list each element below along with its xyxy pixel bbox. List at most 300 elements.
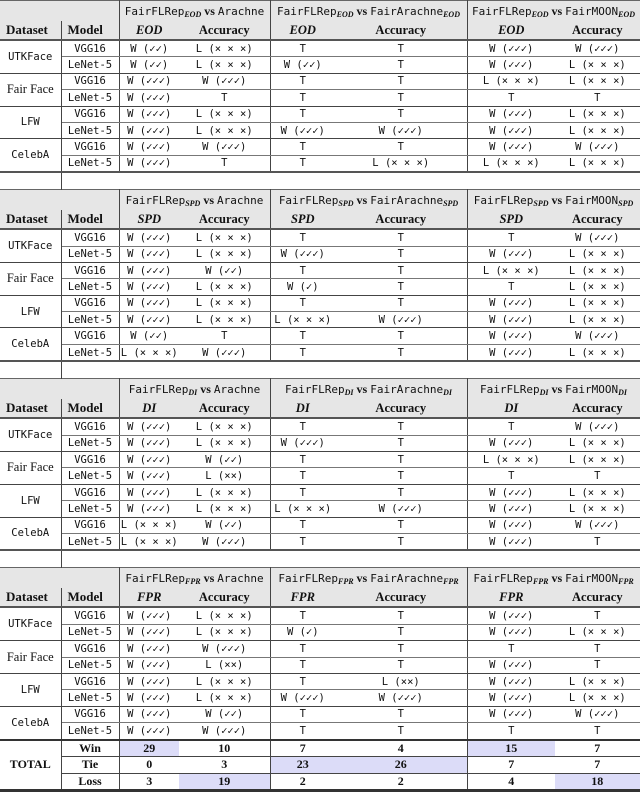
- accuracy-result-cell: T: [335, 607, 467, 624]
- vs-label: vs: [551, 381, 563, 396]
- baseline-name: FairMOON: [565, 571, 619, 585]
- model-cell: LeNet-5: [61, 624, 119, 640]
- accuracy-result-cell: W (✓✓✓): [555, 229, 640, 246]
- fairness-result-cell: T: [270, 723, 335, 740]
- block-header-columns: [0, 210, 640, 229]
- column-header-metric: DI: [467, 399, 555, 418]
- spacer-cell: [61, 172, 640, 190]
- method-metric-subscript: FPR: [337, 576, 354, 586]
- block-header-groups: [0, 568, 640, 589]
- accuracy-result-cell: L (× × ×): [555, 106, 640, 122]
- table-row: [0, 262, 640, 278]
- fairness-result-cell: W (✓✓✓): [467, 484, 555, 500]
- accuracy-result-cell: T: [335, 73, 467, 89]
- total-count-cell: 29: [119, 740, 179, 757]
- model-cell: LeNet-5: [61, 90, 119, 106]
- fairness-result-cell: W (✓✓✓): [467, 40, 555, 57]
- fairness-result-cell: L (× × ×): [270, 312, 335, 328]
- fairness-result-cell: W (✓✓✓): [467, 501, 555, 517]
- fairness-result-cell: T: [467, 723, 555, 740]
- fairness-result-cell: T: [270, 139, 335, 155]
- accuracy-result-cell: L (× × ×): [179, 295, 270, 311]
- dataset-cell: CelebA: [0, 328, 61, 361]
- accuracy-result-cell: L (× × ×): [179, 106, 270, 122]
- accuracy-result-cell: L (× × ×): [555, 452, 640, 468]
- accuracy-result-cell: W (✓✓✓): [555, 328, 640, 344]
- fairness-result-cell: W (✓✓✓): [119, 279, 179, 295]
- column-header-dataset: Dataset: [0, 588, 61, 607]
- accuracy-result-cell: T: [179, 90, 270, 106]
- accuracy-result-cell: L (× × ×): [179, 122, 270, 138]
- accuracy-result-cell: T: [335, 418, 467, 435]
- fairness-result-cell: T: [270, 673, 335, 689]
- comparison-title: [467, 568, 640, 589]
- model-cell: VGG16: [61, 641, 119, 657]
- table-row: [0, 533, 640, 550]
- dataset-cell: LFW: [0, 106, 61, 139]
- total-count-cell: 18: [555, 773, 640, 791]
- fairness-result-cell: W (✓✓✓): [119, 501, 179, 517]
- block-spacer: [0, 361, 640, 379]
- accuracy-result-cell: W (✓✓✓): [335, 312, 467, 328]
- fairness-result-cell: L (× × ×): [467, 452, 555, 468]
- baseline-name: FairMOON: [565, 382, 619, 396]
- accuracy-result-cell: L (× × ×): [179, 624, 270, 640]
- table-row: [0, 139, 640, 155]
- accuracy-result-cell: T: [335, 468, 467, 484]
- accuracy-result-cell: T: [335, 246, 467, 262]
- method-metric-subscript: DI: [344, 387, 354, 397]
- fairness-result-cell: L (× × ×): [119, 517, 179, 533]
- table-row: [0, 624, 640, 640]
- vs-label: vs: [551, 570, 563, 585]
- accuracy-result-cell: W (✓✓): [179, 517, 270, 533]
- accuracy-result-cell: W (✓✓): [179, 706, 270, 722]
- fairness-result-cell: T: [270, 73, 335, 89]
- column-header-accuracy: Accuracy: [555, 588, 640, 607]
- fairness-result-cell: T: [270, 607, 335, 624]
- method-name: FairFLRep: [472, 4, 532, 18]
- accuracy-result-cell: T: [555, 90, 640, 106]
- block-header-groups: [0, 1, 640, 22]
- model-cell: VGG16: [61, 295, 119, 311]
- fairness-result-cell: W (✓✓✓): [467, 706, 555, 722]
- dataset-cell: LFW: [0, 484, 61, 517]
- table-row: [0, 706, 640, 722]
- accuracy-result-cell: T: [335, 435, 467, 451]
- accuracy-result-cell: T: [335, 641, 467, 657]
- vs-label: vs: [356, 570, 368, 585]
- model-cell: LeNet-5: [61, 501, 119, 517]
- fairness-result-cell: W (✓✓✓): [467, 607, 555, 624]
- fairness-result-cell: T: [270, 533, 335, 550]
- fairness-result-cell: W (✓✓✓): [119, 262, 179, 278]
- model-cell: VGG16: [61, 418, 119, 435]
- fairness-result-cell: W (✓✓✓): [119, 673, 179, 689]
- column-header-metric: FPR: [119, 588, 179, 607]
- accuracy-result-cell: T: [335, 57, 467, 73]
- method-name: FairFLRep: [473, 193, 534, 207]
- total-row: [0, 757, 640, 774]
- column-header-dataset: Dataset: [0, 210, 61, 229]
- method-name: FairFLRep: [277, 4, 337, 18]
- block-header-columns: [0, 588, 640, 607]
- table-row: [0, 690, 640, 706]
- total-count-cell: 3: [119, 773, 179, 791]
- fairness-result-cell: T: [467, 90, 555, 106]
- model-cell: LeNet-5: [61, 122, 119, 138]
- column-header-metric: DI: [270, 399, 335, 418]
- column-header-accuracy: Accuracy: [555, 399, 640, 418]
- method-metric-subscript: FPR: [532, 576, 549, 586]
- vs-label: vs: [356, 381, 368, 396]
- table-row: [0, 641, 640, 657]
- fairness-result-cell: L (× × ×): [467, 262, 555, 278]
- spacer-cell: [0, 550, 61, 568]
- fairness-result-cell: W (✓✓✓): [119, 312, 179, 328]
- fairness-result-cell: W (✓✓✓): [119, 418, 179, 435]
- table-row: [0, 73, 640, 89]
- total-kind-label: Win: [61, 740, 119, 757]
- table-row: [0, 90, 640, 106]
- accuracy-result-cell: L (× × ×): [555, 624, 640, 640]
- method-metric-subscript: SPD: [338, 198, 354, 208]
- dataset-cell: UTKFace: [0, 229, 61, 262]
- column-header-model: Model: [61, 588, 119, 607]
- header-blank: [0, 568, 119, 589]
- fairness-result-cell: W (✓✓✓): [467, 517, 555, 533]
- accuracy-result-cell: T: [555, 607, 640, 624]
- fairness-result-cell: W (✓✓): [119, 57, 179, 73]
- total-kind-label: Loss: [61, 773, 119, 791]
- method-metric-subscript: DI: [188, 387, 198, 397]
- accuracy-result-cell: T: [335, 295, 467, 311]
- model-cell: VGG16: [61, 73, 119, 89]
- vs-label: vs: [204, 3, 215, 18]
- fairness-result-cell: W (✓✓✓): [467, 673, 555, 689]
- baseline-metric-subscript: SPD: [618, 198, 634, 208]
- table-row: [0, 657, 640, 673]
- accuracy-result-cell: L (××): [335, 673, 467, 689]
- total-count-cell: 26: [335, 757, 467, 774]
- model-cell: LeNet-5: [61, 246, 119, 262]
- fairness-result-cell: W (✓✓✓): [467, 312, 555, 328]
- accuracy-result-cell: W (✓✓✓): [179, 641, 270, 657]
- method-name: FairFLRep: [278, 193, 339, 207]
- table-row: [0, 229, 640, 246]
- table-row: [0, 122, 640, 138]
- fairness-result-cell: L (× × ×): [270, 501, 335, 517]
- fairness-result-cell: W (✓✓✓): [119, 706, 179, 722]
- accuracy-result-cell: L (× × ×): [179, 40, 270, 57]
- fairness-result-cell: W (✓✓✓): [467, 106, 555, 122]
- fairness-result-cell: W (✓✓✓): [119, 484, 179, 500]
- column-header-accuracy: Accuracy: [335, 21, 467, 40]
- accuracy-result-cell: T: [335, 229, 467, 246]
- baseline-metric-subscript: FPR: [618, 576, 634, 586]
- fairness-result-cell: W (✓✓✓): [467, 57, 555, 73]
- column-header-metric: EOD: [119, 21, 179, 40]
- column-header-accuracy: Accuracy: [335, 210, 467, 229]
- column-header-metric: EOD: [467, 21, 555, 40]
- table-row: [0, 328, 640, 344]
- accuracy-result-cell: L (××): [179, 468, 270, 484]
- model-cell: LeNet-5: [61, 468, 119, 484]
- total-kind-label: Tie: [61, 757, 119, 774]
- dataset-cell: UTKFace: [0, 40, 61, 73]
- fairness-result-cell: T: [270, 657, 335, 673]
- spacer-cell: [61, 550, 640, 568]
- total-count-cell: 19: [179, 773, 270, 791]
- accuracy-result-cell: L (× × ×): [555, 435, 640, 451]
- accuracy-result-cell: L (× × ×): [555, 344, 640, 361]
- block-header-groups: [0, 190, 640, 211]
- baseline-metric-subscript: FPR: [443, 576, 459, 586]
- baseline-metric-subscript: DI: [443, 387, 452, 397]
- accuracy-result-cell: W (✓✓): [179, 452, 270, 468]
- fairness-result-cell: T: [270, 344, 335, 361]
- block-header-groups: [0, 379, 640, 400]
- dataset-cell: Fair Face: [0, 73, 61, 106]
- accuracy-result-cell: L (× × ×): [555, 501, 640, 517]
- accuracy-result-cell: L (× × ×): [555, 246, 640, 262]
- accuracy-result-cell: L (× × ×): [179, 690, 270, 706]
- model-cell: LeNet-5: [61, 344, 119, 361]
- method-name: FairFLRep: [125, 193, 186, 207]
- method-name: FairFLRep: [124, 4, 185, 18]
- accuracy-result-cell: T: [179, 328, 270, 344]
- table-row: [0, 344, 640, 361]
- baseline-metric-subscript: EOD: [443, 9, 460, 19]
- baseline-name: Arachne: [217, 571, 264, 585]
- block-spacer: [0, 550, 640, 568]
- accuracy-result-cell: W (✓✓✓): [179, 73, 270, 89]
- accuracy-result-cell: W (✓✓✓): [555, 418, 640, 435]
- column-header-model: Model: [61, 399, 119, 418]
- column-header-metric: FPR: [467, 588, 555, 607]
- accuracy-result-cell: L (× × ×): [555, 57, 640, 73]
- table-row: [0, 673, 640, 689]
- accuracy-result-cell: T: [555, 657, 640, 673]
- fairness-result-cell: W (✓✓✓): [270, 122, 335, 138]
- accuracy-result-cell: T: [335, 452, 467, 468]
- comparison-title: [119, 1, 270, 22]
- model-cell: VGG16: [61, 484, 119, 500]
- dataset-cell: UTKFace: [0, 418, 61, 451]
- model-cell: VGG16: [61, 262, 119, 278]
- fairness-result-cell: W (✓✓✓): [119, 155, 179, 172]
- model-cell: VGG16: [61, 106, 119, 122]
- fairness-result-cell: W (✓): [270, 624, 335, 640]
- fairness-result-cell: W (✓✓✓): [119, 641, 179, 657]
- accuracy-result-cell: W (✓✓✓): [555, 40, 640, 57]
- model-cell: VGG16: [61, 328, 119, 344]
- fairness-result-cell: T: [467, 279, 555, 295]
- vs-label: vs: [356, 192, 368, 207]
- table-row: [0, 517, 640, 533]
- method-name: FairFLRep: [285, 382, 345, 396]
- method-name: FairFLRep: [473, 571, 533, 585]
- fairness-result-cell: W (✓✓✓): [119, 229, 179, 246]
- accuracy-result-cell: W (✓✓✓): [179, 344, 270, 361]
- total-count-cell: 3: [179, 757, 270, 774]
- table-row: [0, 246, 640, 262]
- accuracy-result-cell: T: [335, 40, 467, 57]
- accuracy-result-cell: L (× × ×): [179, 246, 270, 262]
- fairness-result-cell: W (✓✓✓): [119, 122, 179, 138]
- total-count-cell: 7: [467, 757, 555, 774]
- accuracy-result-cell: W (✓✓✓): [555, 139, 640, 155]
- accuracy-result-cell: L (× × ×): [179, 484, 270, 500]
- comparison-title: [467, 190, 640, 211]
- fairness-result-cell: W (✓✓✓): [119, 690, 179, 706]
- accuracy-result-cell: T: [335, 723, 467, 740]
- accuracy-result-cell: T: [335, 279, 467, 295]
- fairness-result-cell: W (✓✓): [119, 328, 179, 344]
- column-header-accuracy: Accuracy: [179, 21, 270, 40]
- baseline-name: FairMOON: [565, 4, 619, 18]
- spacer-cell: [0, 172, 61, 190]
- model-cell: LeNet-5: [61, 690, 119, 706]
- method-metric-subscript: EOD: [531, 9, 549, 19]
- column-header-metric: FPR: [270, 588, 335, 607]
- accuracy-result-cell: T: [555, 468, 640, 484]
- accuracy-result-cell: T: [335, 517, 467, 533]
- dataset-cell: UTKFace: [0, 607, 61, 640]
- fairness-result-cell: W (✓✓✓): [119, 139, 179, 155]
- column-header-metric: SPD: [467, 210, 555, 229]
- method-metric-subscript: EOD: [184, 9, 202, 19]
- fairness-result-cell: W (✓✓): [270, 57, 335, 73]
- fairness-result-cell: W (✓✓✓): [270, 246, 335, 262]
- comparison-title: [270, 568, 467, 589]
- model-cell: VGG16: [61, 40, 119, 57]
- method-metric-subscript: DI: [539, 387, 549, 397]
- fairness-result-cell: W (✓✓✓): [467, 435, 555, 451]
- vs-label: vs: [203, 192, 215, 207]
- fairness-result-cell: W (✓✓✓): [119, 106, 179, 122]
- fairness-result-cell: W (✓✓✓): [467, 690, 555, 706]
- column-header-accuracy: Accuracy: [179, 399, 270, 418]
- fairness-result-cell: W (✓✓✓): [119, 468, 179, 484]
- accuracy-result-cell: L (× × ×): [179, 418, 270, 435]
- vs-label: vs: [356, 3, 368, 18]
- fairness-result-cell: L (× × ×): [119, 533, 179, 550]
- fairness-result-cell: W (✓✓✓): [467, 139, 555, 155]
- method-metric-subscript: SPD: [533, 198, 549, 208]
- fairness-result-cell: T: [270, 468, 335, 484]
- method-metric-subscript: EOD: [336, 9, 354, 19]
- accuracy-result-cell: T: [335, 139, 467, 155]
- accuracy-result-cell: T: [555, 641, 640, 657]
- model-cell: LeNet-5: [61, 723, 119, 740]
- comparison-title: [119, 190, 270, 211]
- accuracy-result-cell: T: [335, 484, 467, 500]
- accuracy-result-cell: W (✓✓✓): [555, 706, 640, 722]
- table-row: [0, 607, 640, 624]
- fairness-result-cell: W (✓✓✓): [119, 723, 179, 740]
- fairness-result-cell: W (✓): [270, 279, 335, 295]
- column-header-metric: SPD: [119, 210, 179, 229]
- accuracy-result-cell: T: [335, 533, 467, 550]
- baseline-name: FairArachne: [370, 382, 444, 396]
- fairness-result-cell: T: [467, 641, 555, 657]
- model-cell: LeNet-5: [61, 312, 119, 328]
- accuracy-result-cell: L (××): [179, 657, 270, 673]
- accuracy-result-cell: W (✓✓✓): [179, 533, 270, 550]
- block-header-columns: [0, 399, 640, 418]
- accuracy-result-cell: L (× × ×): [555, 484, 640, 500]
- accuracy-result-cell: T: [335, 90, 467, 106]
- fairness-result-cell: T: [270, 40, 335, 57]
- fairness-result-cell: W (✓✓✓): [119, 435, 179, 451]
- accuracy-result-cell: L (× × ×): [555, 122, 640, 138]
- fairness-result-cell: T: [467, 418, 555, 435]
- fairness-result-cell: T: [270, 641, 335, 657]
- fairness-result-cell: T: [270, 90, 335, 106]
- table-row: [0, 501, 640, 517]
- model-cell: LeNet-5: [61, 435, 119, 451]
- model-cell: VGG16: [61, 517, 119, 533]
- fairness-result-cell: T: [467, 229, 555, 246]
- method-name: FairFLRep: [480, 382, 540, 396]
- accuracy-result-cell: L (× × ×): [555, 312, 640, 328]
- dataset-cell: LFW: [0, 295, 61, 328]
- fairness-result-cell: T: [270, 106, 335, 122]
- dataset-cell: CelebA: [0, 139, 61, 172]
- fairness-result-cell: W (✓✓✓): [467, 295, 555, 311]
- fairness-result-cell: L (× × ×): [467, 73, 555, 89]
- accuracy-result-cell: L (× × ×): [179, 312, 270, 328]
- header-blank: [0, 1, 119, 22]
- table-row: [0, 106, 640, 122]
- total-count-cell: 4: [335, 740, 467, 757]
- accuracy-result-cell: W (✓✓✓): [179, 723, 270, 740]
- table-row: [0, 484, 640, 500]
- accuracy-result-cell: L (× × ×): [335, 155, 467, 172]
- dataset-cell: Fair Face: [0, 452, 61, 485]
- accuracy-result-cell: T: [335, 657, 467, 673]
- table-row: [0, 155, 640, 172]
- total-count-cell: 2: [270, 773, 335, 791]
- model-cell: VGG16: [61, 139, 119, 155]
- table-row: [0, 57, 640, 73]
- fairness-result-cell: T: [270, 229, 335, 246]
- fairness-result-cell: T: [270, 155, 335, 172]
- accuracy-result-cell: L (× × ×): [555, 690, 640, 706]
- table-row: [0, 723, 640, 740]
- total-row: [0, 740, 640, 757]
- total-count-cell: 2: [335, 773, 467, 791]
- column-header-dataset: Dataset: [0, 21, 61, 40]
- vs-label: vs: [200, 381, 211, 396]
- column-header-accuracy: Accuracy: [555, 210, 640, 229]
- fairness-result-cell: W (✓✓✓): [467, 657, 555, 673]
- method-name: FairFLRep: [125, 571, 185, 585]
- column-header-model: Model: [61, 210, 119, 229]
- accuracy-result-cell: T: [335, 706, 467, 722]
- table-row: [0, 295, 640, 311]
- baseline-name: FairArachne: [370, 4, 444, 18]
- total-row: [0, 773, 640, 791]
- fairness-result-cell: T: [270, 517, 335, 533]
- table-row: [0, 40, 640, 57]
- table-row: [0, 468, 640, 484]
- fairness-result-cell: W (✓✓✓): [119, 73, 179, 89]
- comparison-title: [467, 1, 640, 22]
- column-header-accuracy: Accuracy: [335, 588, 467, 607]
- baseline-name: FairArachne: [370, 571, 444, 585]
